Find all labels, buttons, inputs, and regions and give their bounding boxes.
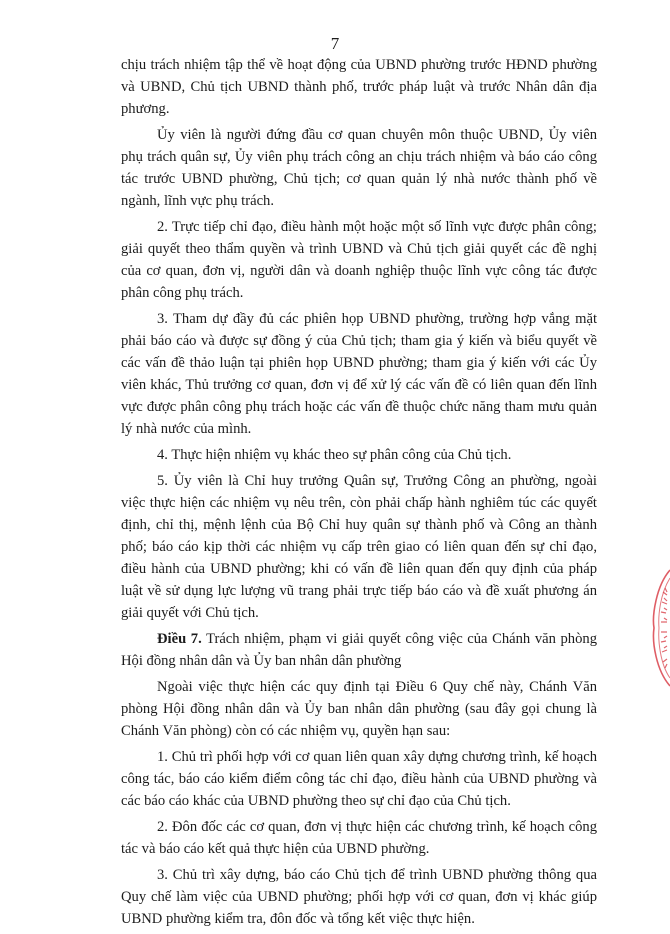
paragraph-item-3: 3. Tham dự đầy đủ các phiên họp UBND phường, trường hợp vắng mặt phải báo cáo và được sự đồng ý của Chủ tịch; tham gia ý kiến và biểu quyết về các vấn đề thảo luận tại phiên họp UBND phường; tham gia ý kiến với các Ủy viên khác, Thủ trưởng cơ quan, đơn vị để xử lý các vấn đề có liên quan đến lĩnh vực được phân công phụ trách hoặc các vấn đề thuộc chức năng tham mưu quản lý nhà nước của mình. [121,311,597,437]
paragraph-commissioner-responsibility: Ủy viên là người đứng đầu cơ quan chuyên môn thuộc UBND, Ủy viên phụ trách quân sự, Ủy viên phụ trách công an chịu trách nhiệm và báo cáo công tác trước UBND phường, Chủ tịch; cơ quan quản lý nhà nước thành phố về ngành, lĩnh vực phụ trách. [121,127,597,209]
document-body [121,54,597,934]
article-7-item-3: 3. Chủ trì xây dựng, báo cáo Chủ tịch để trình UBND phường thông qua Quy chế làm việc của UBND phường; phối hợp với cơ quan, đơn vị khác giúp UBND phường kiểm tra, đôn đốc và tổng kết việc thực hiện. [121,867,597,927]
page-number: 7 [330,34,340,53]
article-7-heading [121,628,597,672]
article-7-intro: Ngoài việc thực hiện các quy định tại Điều 6 Quy chế này, Chánh Văn phòng Hội đồng nhân dân và Ủy ban nhân dân phường (sau đây gọi chung là Chánh Văn phòng) còn có các nhiệm vụ, quyền hạn sau: [121,679,597,739]
paragraph-item-2: 2. Trực tiếp chỉ đạo, điều hành một hoặc một số lĩnh vực được phân công; giải quyết theo thẩm quyền và trình UBND và Chủ tịch giải quyết các đề nghị của cơ quan, đơn vị, người dân và doanh nghiệp thuộc lĩnh vực công tác được phân công phụ trách. [121,219,597,301]
red-seal-stamp-edge [650,568,670,688]
article-7-title: Trách nhiệm, phạm vi giải quyết công việc của Chánh văn phòng Hội đồng nhân dân và Ủy ban nhân dân phường [121,631,597,669]
paragraph-item-4: 4. Thực hiện nhiệm vụ khác theo sự phân công của Chủ tịch. [157,447,512,463]
article-7-item-1: 1. Chủ trì phối hợp với cơ quan liên quan xây dựng chương trình, kế hoạch công tác, báo cáo kiểm điểm công tác chỉ đạo, điều hành của UBND phường và các báo cáo khác của UBND phường theo sự chỉ đạo của Chủ tịch. [121,749,597,809]
article-7-item-2: 2. Đôn đốc các cơ quan, đơn vị thực hiện các chương trình, kế hoạch công tác và báo cáo kết quả thực hiện của UBND phường. [121,819,597,857]
paragraph-item-5: 5. Ủy viên là Chỉ huy trưởng Quân sự, Trưởng Công an phường, ngoài việc thực hiện các nhiệm vụ nêu trên, còn phải chấp hành nghiêm túc các quyết định, chỉ thị, mệnh lệnh của Bộ Chỉ huy quân sự thành phố và Công an thành phố; báo cáo kịp thời các nhiệm vụ cấp trên giao có liên quan đến sự chỉ đạo, điều hành của UBND phường; khi có vấn đề liên quan đến quy định của pháp luật về sử dụng lực lượng vũ trang phải trực tiếp báo cáo và đề xuất phương án giải quyết với Chủ tịch. [121,473,597,621]
paragraph-continuation: chịu trách nhiệm tập thể về hoạt động của UBND phường trước HĐND phường và UBND, Chủ tịch UBND thành phố, trước pháp luật và trước Nhân dân địa phương. [121,57,597,117]
article-7-label: Điều 7. [157,631,202,647]
